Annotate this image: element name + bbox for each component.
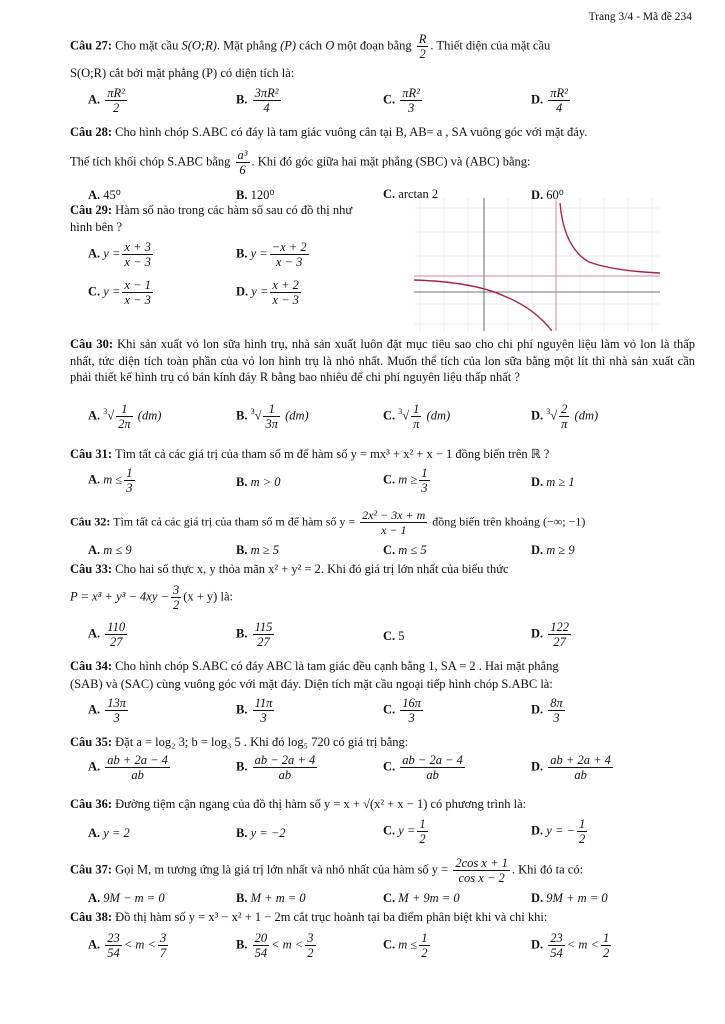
q32-option-b[interactable]: B. m ≥ 5 — [236, 543, 279, 557]
curve-left-branch — [414, 280, 552, 331]
q33-option-b[interactable]: B. $\frac{115}{27}$ — [236, 620, 273, 649]
q37-option-b[interactable]: B. M + m = 0 — [236, 891, 306, 905]
q37-option-c[interactable]: C. M + 9m = 0 — [383, 891, 460, 905]
q36-option-d[interactable]: D. y = − $\frac{1}{2}$ — [531, 817, 586, 846]
q28-option-d[interactable]: D. 60⁰ — [531, 188, 564, 202]
q27-stem: Câu 27: Cho mặt cầu S(O;R). Mặt phẳng (P) cách O một đoạn bằng $\frac{R}{2}$ . Thiết diện của mặt cầu — [70, 32, 551, 61]
q31-option-b[interactable]: B. m > 0 — [236, 475, 281, 489]
q31-option-d[interactable]: D. m ≥ 1 — [531, 475, 575, 489]
q36-option-a[interactable]: A. y = 2 — [88, 826, 130, 840]
q30-stem: Câu 30: Khi sản xuất vỏ lon sữa hình trụ, nhà sản xuất luôn đặt mục tiêu sao cho chi phí nguyên liệu làm vỏ lon là thấp nhất, tức diện tích toàn phần của vỏ lon hình trụ là nhỏ nhất. Muốn thể tích của lon sữa bằng một lít thì nhà sản xuất cần phải thiết kế hình trụ có bán kính đáy R bằng bao nhiêu để chi phí nguyên liệu thấp nhất ? — [70, 337, 696, 384]
q35-stem: Câu 35: Đặt a = log₂ 3; b = log₃ 5 . Khi đó log₅ 720 có giá trị bằng: — [70, 735, 409, 749]
q35-option-b[interactable]: B. $\frac{ab - 2a + 4}{ab}$ — [236, 753, 316, 782]
q29-stem-line2: hình bên ? — [70, 220, 123, 234]
q27-option-a[interactable]: A. $\frac{\text{πR²}}{2}$ — [88, 86, 125, 115]
q36-stem: Câu 36: Đường tiệm cận ngang của đồ thị hàm số y = x + √(x² + x − 1) có phương trình là: — [70, 797, 527, 811]
q30-option-d[interactable]: D. $^3$√ $\frac{2}{\pi}$ (dm) — [531, 402, 599, 431]
q31-stem: Câu 31: Tìm tất cả các giá trị của tham số m để hàm số y = mx³ + x² + x − 1 đồng biến trên ℝ ? — [70, 447, 550, 461]
q34-stem-line2: (SAB) và (SAC) cùng vuông góc với mặt đáy. Diện tích mặt cầu ngoại tiếp hình chóp S.ABC là: — [70, 677, 553, 691]
q30-option-a[interactable]: A. $^3$√ $\frac{1}{2\pi}$ (dm) — [88, 402, 162, 431]
q27-option-d[interactable]: D. $\frac{\text{πR²}}{4}$ — [531, 86, 568, 115]
q30-option-b[interactable]: B. $^3$√ $\frac{1}{3\pi}$ (dm) — [236, 402, 309, 431]
q28-option-a[interactable]: A. 45⁰ — [88, 188, 121, 202]
q34-option-b[interactable]: B. $\frac{11\pi}{3}$ — [236, 696, 273, 725]
q31-option-a[interactable]: A. m ≤ $\frac{1}{3}$ — [88, 466, 133, 495]
q38-option-b[interactable]: B. $\frac{20}{54}$ < m < $\frac{3}{2}$ — [236, 931, 314, 960]
q35-option-d[interactable]: D. $\frac{ab + 2a + 4}{ab}$ — [531, 753, 611, 782]
q29-graph — [414, 198, 660, 331]
q29-option-c[interactable]: C. y = $\frac{x - 1}{x - 3}$ — [88, 278, 151, 307]
q27-option-b[interactable]: B. $\frac{\text{3πR²}}{4}$ — [236, 86, 279, 115]
q37-stem: Câu 37: Gọi M, m tương ứng là giá trị lớn nhất và nhỏ nhất của hàm số y = $\frac{\text{2cos x + 1}}{\text{cos x − 2}}$ . Khi đó ta có: — [70, 856, 584, 885]
q33-option-c[interactable]: C. 5 — [383, 629, 405, 643]
q38-stem: Câu 38: Đồ thị hàm số y = x³ − x² + 1 − 2m cắt trục hoành tại ba điểm phân biệt khi và chỉ khi: — [70, 910, 548, 924]
q29-option-b[interactable]: B. y = $\frac{-x + 2}{x - 3}$ — [236, 240, 307, 269]
q32-option-a[interactable]: A. m ≤ 9 — [88, 543, 132, 557]
q36-option-c[interactable]: C. y = $\frac{1}{2}$ — [383, 817, 426, 846]
curve-right-branch — [560, 203, 660, 273]
q32-stem: Câu 32: Tìm tất cả các giá trị của tham số m để hàm số y = $\frac{\text{2x² − 3x + m}}{x - 1}$ đồng biến trên khoảng (−∞; −1) — [70, 508, 586, 537]
q31-option-c[interactable]: C. m ≥ $\frac{1}{3}$ — [383, 466, 428, 495]
q32-option-d[interactable]: D. m ≥ 9 — [531, 543, 575, 557]
q37-option-a[interactable]: A. 9M − m = 0 — [88, 891, 165, 905]
q34-option-a[interactable]: A. $\frac{13\pi}{3}$ — [88, 696, 127, 725]
q35-option-c[interactable]: C. $\frac{ab - 2a - 4}{ab}$ — [383, 753, 463, 782]
q30-option-c[interactable]: C. $^3$√ $\frac{1}{\pi}$ (dm) — [383, 402, 451, 431]
q27-fraction: $\frac{R}{2}$ — [418, 32, 427, 61]
q34-option-c[interactable]: C. $\frac{16\pi}{3}$ — [383, 696, 422, 725]
q35-option-a[interactable]: A. $\frac{ab + 2a - 4}{ab}$ — [88, 753, 168, 782]
q34-stem: Câu 34: Cho hình chóp S.ABC có đáy ABC là tam giác đều cạnh bằng 1, SA = 2 . Hai mặt phẳng — [70, 659, 559, 673]
page-header: Trang 3/4 - Mã đề 234 — [588, 11, 692, 23]
q34-option-d[interactable]: D. $\frac{8\pi}{3}$ — [531, 696, 563, 725]
q33-stem: Câu 33: Cho hai số thực x, y thỏa mãn x² + y² = 2. Khi đó giá trị lớn nhất của biểu thức — [70, 562, 509, 576]
q29-option-d[interactable]: D. y = $\frac{x + 2}{x - 3}$ — [236, 278, 299, 307]
q36-option-b[interactable]: B. y = −2 — [236, 826, 286, 840]
q27-label: Câu 27: — [70, 38, 113, 53]
q28-stem-line2: Thể tích khối chóp S.ABC bằng $\frac{\text{a³}}{6}$ . Khi đó góc giữa hai mặt phẳng (SBC) và (ABC) bằng: — [70, 148, 531, 177]
q29-option-a[interactable]: A. y = $\frac{x + 3}{x - 3}$ — [88, 240, 151, 269]
q37-option-d[interactable]: D. 9M + m = 0 — [531, 891, 608, 905]
q33-stem-line2: P = x³ + y³ − 4xy − $\frac{3}{2}$ (x + y) là: — [70, 583, 233, 612]
q38-option-a[interactable]: A. $\frac{23}{54}$ < m < $\frac{3}{7}$ — [88, 931, 167, 960]
q28-option-c[interactable]: C. arctan 2 — [383, 187, 439, 201]
q32-option-c[interactable]: C. m ≤ 5 — [383, 543, 427, 557]
q33-option-a[interactable]: A. $\frac{110}{27}$ — [88, 620, 126, 649]
q33-option-d[interactable]: D. $\frac{122}{27}$ — [531, 620, 570, 649]
q38-option-c[interactable]: C. m ≤ $\frac{1}{2}$ — [383, 931, 428, 960]
q27-stem-line2: S(O;R) cắt bởi mặt phẳng (P) có diện tích là: — [70, 66, 295, 80]
q27-option-c[interactable]: C. $\frac{\text{πR²}}{3}$ — [383, 86, 420, 115]
q29-stem: Câu 29: Hàm số nào trong các hàm số sau có đồ thị như — [70, 203, 353, 217]
q28-stem: Câu 28: Cho hình chóp S.ABC có đáy là tam giác vuông cân tại B, AB= a , SA vuông góc với mặt đáy. — [70, 125, 588, 139]
q28-option-b[interactable]: B. 120⁰ — [236, 188, 275, 202]
q38-option-d[interactable]: D. $\frac{23}{54}$ < m < $\frac{1}{2}$ — [531, 931, 610, 960]
